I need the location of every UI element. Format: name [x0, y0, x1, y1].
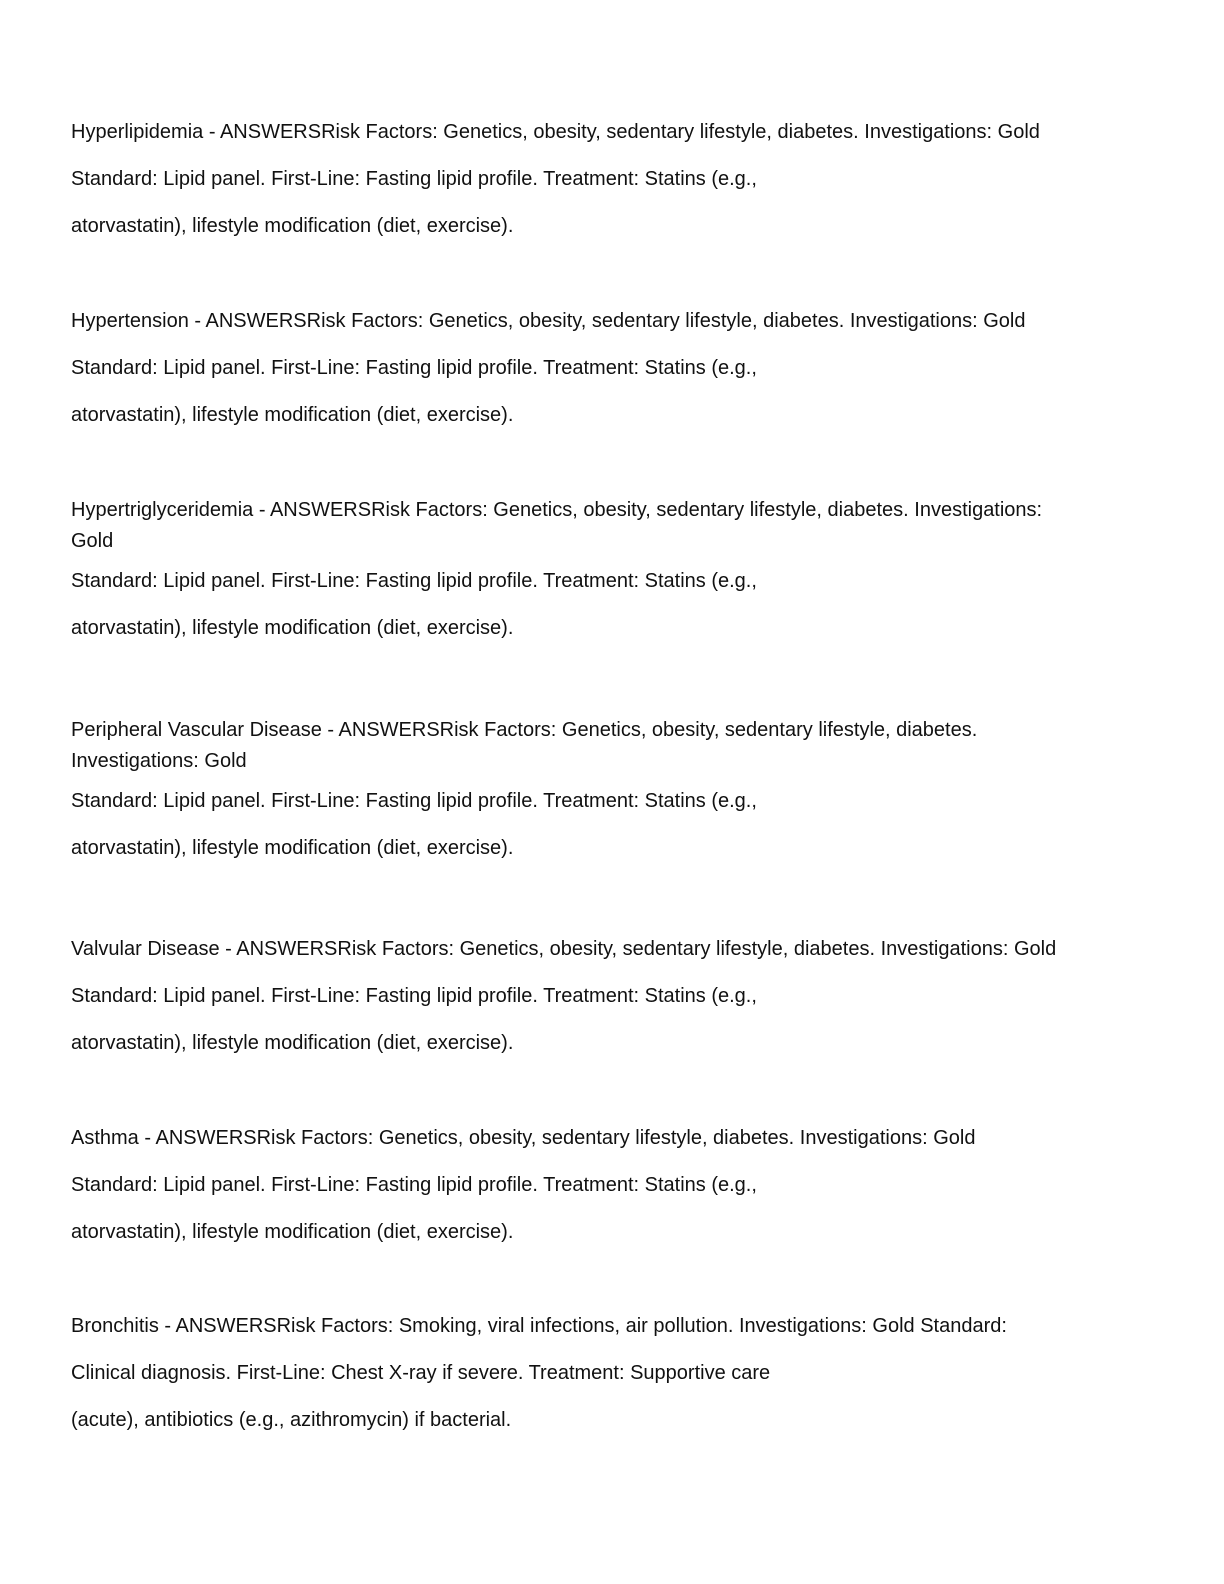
entry-line: Asthma - ANSWERSRisk Factors: Genetics, obesity, sedentary lifestyle, diabetes. Investigations: Gold	[71, 1127, 976, 1149]
entry-line: Standard: Lipid panel. First-Line: Fasting lipid profile. Treatment: Statins (e.g.,	[71, 570, 757, 592]
entry-line: Valvular Disease - ANSWERSRisk Factors: Genetics, obesity, sedentary lifestyle, diabetes. Investigations: Gold	[71, 938, 1057, 960]
entry-line: Standard: Lipid panel. First-Line: Fasting lipid profile. Treatment: Statins (e.g.,	[71, 985, 757, 1007]
entry-line: (acute), antibiotics (e.g., azithromycin) if bacterial.	[71, 1409, 512, 1431]
entry-line: Gold	[71, 530, 114, 552]
entry-line: atorvastatin), lifestyle modification (diet, exercise).	[71, 1032, 514, 1054]
entry-bronchitis	[71, 1303, 1151, 1444]
entry-line: atorvastatin), lifestyle modification (diet, exercise).	[71, 215, 514, 237]
entry-valvular-disease	[71, 926, 1151, 1067]
entry-line: Peripheral Vascular Disease - ANSWERSRisk Factors: Genetics, obesity, sedentary lifestyle, diabetes.	[71, 719, 978, 741]
entry-hypertriglyceridemia	[71, 487, 1151, 652]
entry-line: Hyperlipidemia - ANSWERSRisk Factors: Genetics, obesity, sedentary lifestyle, diabetes. Investigations: Gold	[71, 121, 1040, 143]
entry-line: atorvastatin), lifestyle modification (diet, exercise).	[71, 1221, 514, 1243]
entry-hypertension	[71, 298, 1151, 439]
entry-line: Investigations: Gold	[71, 750, 247, 772]
entry-line: Standard: Lipid panel. First-Line: Fasting lipid profile. Treatment: Statins (e.g.,	[71, 1174, 757, 1196]
entry-line: Standard: Lipid panel. First-Line: Fasting lipid profile. Treatment: Statins (e.g.,	[71, 168, 757, 190]
entry-line: Clinical diagnosis. First-Line: Chest X-ray if severe. Treatment: Supportive care	[71, 1362, 771, 1384]
entry-line: atorvastatin), lifestyle modification (diet, exercise).	[71, 617, 514, 639]
entry-line: atorvastatin), lifestyle modification (diet, exercise).	[71, 837, 514, 859]
entry-line: Bronchitis - ANSWERSRisk Factors: Smoking, viral infections, air pollution. Investigations: Gold Standard:	[71, 1315, 1007, 1337]
entry-hyperlipidemia	[71, 109, 1151, 250]
entry-peripheral-vascular-disease	[71, 707, 1151, 872]
entry-line: Standard: Lipid panel. First-Line: Fasting lipid profile. Treatment: Statins (e.g.,	[71, 790, 757, 812]
entry-line: Standard: Lipid panel. First-Line: Fasting lipid profile. Treatment: Statins (e.g.,	[71, 357, 757, 379]
entry-asthma	[71, 1115, 1151, 1256]
entry-line: Hypertension - ANSWERSRisk Factors: Genetics, obesity, sedentary lifestyle, diabetes. Investigations: Gold	[71, 310, 1026, 332]
entry-line: atorvastatin), lifestyle modification (diet, exercise).	[71, 404, 514, 426]
entry-line: Hypertriglyceridemia - ANSWERSRisk Factors: Genetics, obesity, sedentary lifestyle, diabetes. Investigations:	[71, 499, 1043, 521]
